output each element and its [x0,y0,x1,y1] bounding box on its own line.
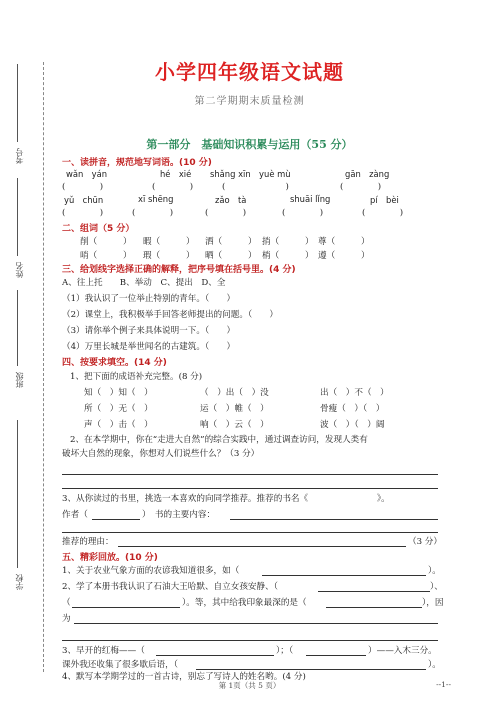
question-item[interactable]: （4）万里长城是举世闻名的古建筑。（ ） [62,342,236,352]
word-item[interactable]: 洒（ ） [205,237,257,247]
question-text: 1、关于农业气象方面的农谚我知道很多，如（ [62,566,240,576]
pinyin-item: gān zàng [345,169,390,179]
section-4-heading: 四、按要求填空。(14 分) [62,358,167,368]
question-text: 为 [62,614,71,624]
word-item[interactable]: 哨（ ） [80,251,132,261]
word-item[interactable]: 晒（ ） [205,251,257,261]
content-blank[interactable] [230,519,438,520]
word-item[interactable]: 瑕（ ） [143,251,195,261]
label-exam-number: 考号 [15,148,24,164]
pinyin-item: shuāi lǐng [290,194,331,204]
pinyin-item: pí bèi [370,195,399,205]
label-class: 班级 [15,372,24,388]
pinyin-item: wǎn yán [66,169,108,179]
question-text: 3、早开的红梅——（ [62,646,145,656]
word-item[interactable]: 捎（ ） [262,237,314,247]
name-field[interactable] [17,178,18,256]
idiom-item[interactable]: 响（ ）云（ ） [200,420,269,430]
word-item[interactable]: 梢（ ） [262,251,314,261]
answer-line[interactable] [62,474,438,475]
idiom-item[interactable]: 运（ ）帷（ ） [200,404,269,414]
question-item[interactable]: （2）课堂上，我积极举手回答老师提出的问题。（ ） [62,310,279,320]
choice-options: A、往上托 B、举动 C、提出 D、全 [62,278,226,288]
answer-blank[interactable]: ( ) [62,182,104,192]
question-text-end: ）。 [428,660,441,670]
answer-blank[interactable]: ( ) [132,208,174,218]
pinyin-item: zǎo tà [215,195,247,205]
question-text: 破坏大自然的现象，你想对人们说些什么？（3 分） [62,449,260,459]
answer-line[interactable] [74,623,438,624]
pinyin-item: shǎng xīn yuè mù [210,169,291,179]
answer-blank[interactable] [326,607,422,608]
answer-line[interactable] [62,488,438,489]
answer-blank[interactable]: ( ) [205,208,247,218]
answer-line[interactable] [62,640,438,641]
page-number: 第 1页（共 5 页） [218,681,281,690]
content-label: ） 书的主要内容： [142,510,216,520]
answer-blank[interactable]: ( ) [282,208,324,218]
section-3-heading: 三、给划线字选择正确的解释，把序号填在括号里。(4 分) [62,265,296,275]
question-text-end: ）、 [430,582,443,592]
question-text: 2、学了本册书我认识了石油大王哈默、自立女孩安静、（ [62,582,279,592]
answer-blank[interactable]: ( ) [340,182,382,192]
answer-blank[interactable]: ( ) [152,182,194,192]
idiom-item[interactable]: 声（ ）击（ ） [84,420,153,430]
page-subtitle: 第二学期期末质量检测 [194,96,305,107]
label-school: 学校 [15,574,24,590]
word-item[interactable]: 暇（ ） [143,237,195,247]
section-2-heading: 二、组词（5 分） [62,224,135,234]
question-text: 2、在本学期中，你在“走进大自然”的综合实践中，通过调查访问，发现人类有 [70,435,368,445]
page-title: 小学四年级语文试题 [155,60,344,84]
page-mark: --1-- [436,680,451,689]
class-field[interactable] [17,290,18,366]
pinyin-item: yǔ chūn [64,195,104,205]
question-text: ）；（ [276,646,294,656]
label-name: 姓名 [15,262,24,278]
reason-blank[interactable] [118,546,406,547]
answer-blank[interactable] [318,591,430,592]
answer-line[interactable] [62,532,438,533]
score-label: （3 分） [408,537,442,547]
word-item[interactable]: 削（ ） [80,237,132,247]
section-5-heading: 五、精彩回放。(10 分) [62,553,158,563]
answer-blank[interactable]: ( ) [62,208,104,218]
reason-label: 推荐的理由： [62,537,114,547]
answer-blank[interactable] [156,655,274,656]
question-text: 4、默写本学期学过的一首古诗，别忘了写诗人的姓名哟。(4 分) [62,672,306,682]
author-label: 作者（ [62,510,88,520]
question-text-end: ）。 [428,566,441,576]
question-text: 课外我还收集了很多歇后语，（ [62,660,179,670]
idiom-item[interactable]: 知（ ）知（ ） [84,388,153,398]
binding-dashed-line [43,62,44,672]
question-item[interactable]: （3）请你举个例子来具体说明一下。（ ） [62,326,236,336]
pinyin-item: hé xié [160,169,192,179]
school-field[interactable] [17,420,18,568]
idiom-item[interactable]: 所（ ）无（ ） [84,404,153,414]
question-text: 1、把下面的成语补充完整。(8 分) [70,372,203,382]
answer-blank[interactable] [306,655,366,656]
answer-blank[interactable] [262,575,426,576]
idiom-item[interactable]: 出（ ）不（ ） [320,388,389,398]
question-text: （ [62,598,71,608]
pinyin-item: xī shēng [138,194,174,204]
part-1-title: 第一部分 基础知识积累与运用（55 分） [146,138,353,151]
question-text: ）。等，其中给我印象最深的是（ [182,598,307,608]
answer-blank[interactable]: ( ) [362,208,404,218]
question-text-end: ），因 [422,598,444,608]
idiom-item[interactable]: 波（ ）（ ）阔 [320,420,385,430]
author-blank[interactable] [92,519,140,520]
section-1-heading: 一、读拼音，规范地写词语。(10 分) [62,158,212,168]
answer-blank[interactable]: ( ) [222,182,289,192]
word-item[interactable]: 遵（ ） [318,251,370,261]
idiom-item[interactable]: 骨瘦（ ）（ ） [320,404,385,414]
idiom-item[interactable]: （ ）出（ ）没 [200,388,269,398]
question-item[interactable]: （1）我认识了一位举止特别的青年。（ ） [62,294,236,304]
answer-blank[interactable] [72,607,180,608]
word-item[interactable]: 尊（ ） [318,237,370,247]
question-text-end: ）——入木三分。 [368,646,437,656]
question-text: 3、从你读过的书里，挑选一本喜欢的向同学推荐。推荐的书名《 》。 [62,494,390,504]
